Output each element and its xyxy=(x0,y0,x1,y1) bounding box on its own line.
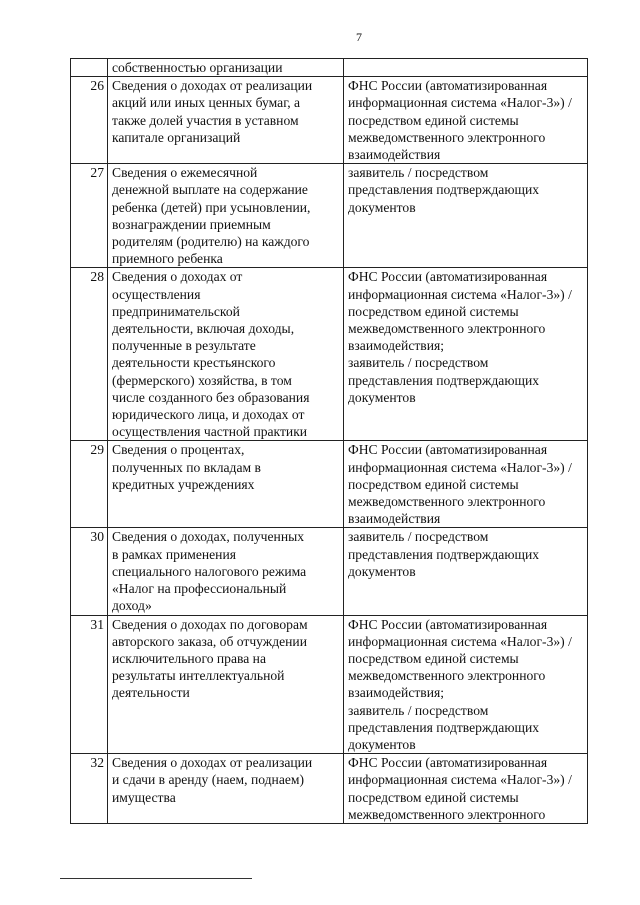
information-sources-table xyxy=(70,58,588,824)
row-number: 31 xyxy=(71,615,108,754)
table-row xyxy=(71,268,588,441)
table-row xyxy=(71,754,588,824)
information-cell: Сведения о ежемесячной денежной выплате на содержание ребенка (детей) при усыновлении, вознаграждении приемным родителям (родителю) на каждого приемного ребенка xyxy=(108,164,344,268)
row-number: 32 xyxy=(71,754,108,824)
table-row xyxy=(71,77,588,164)
information-cell: Сведения о доходах от реализации и сдачи в аренду (наем, поднаем) имущества xyxy=(108,754,344,824)
table-row xyxy=(71,164,588,268)
row-number: 27 xyxy=(71,164,108,268)
source-cell: ФНС России (автоматизированная информационная система «Налог-3») / посредством единой системы межведомственного электронного xyxy=(344,754,588,824)
source-cell: ФНС России (автоматизированная информационная система «Налог-3») / посредством единой системы межведомственного электронного взаимодействия xyxy=(344,77,588,164)
row-number: 29 xyxy=(71,441,108,528)
information-cell: Сведения о доходах по договорам авторского заказа, об отчуждении исключительного права на результаты интеллектуальной деятельности xyxy=(108,615,344,754)
footnote-separator xyxy=(60,878,252,879)
row-number: 30 xyxy=(71,528,108,615)
source-cell: заявитель / посредством представления подтверждающих документов xyxy=(344,528,588,615)
table-row xyxy=(71,528,588,615)
row-number xyxy=(71,59,108,77)
information-cell: Сведения о процентах, полученных по вкладам в кредитных учреждениях xyxy=(108,441,344,528)
source-cell xyxy=(344,59,588,77)
table-row xyxy=(71,441,588,528)
information-cell: Сведения о доходах от осуществления предпринимательской деятельности, включая доходы, полученные в результате деятельности крестьянского (фермерского) хозяйства, в том числе созданного без образования юридического лица, и доходах от осуществления частной практики xyxy=(108,268,344,441)
page-number: 7 xyxy=(356,30,362,44)
source-cell: ФНС России (автоматизированная информационная система «Налог-3») / посредством единой системы межведомственного электронного взаимодействия; заявитель / посредством представления подтверждающих документов xyxy=(344,268,588,441)
information-cell: собственностью организации xyxy=(108,59,344,77)
information-cell: Сведения о доходах, полученных в рамках применения специального налогового режима «Налог на профессиональный доход» xyxy=(108,528,344,615)
source-cell: ФНС России (автоматизированная информационная система «Налог-3») / посредством единой системы межведомственного электронного взаимодействия xyxy=(344,441,588,528)
table-row xyxy=(71,59,588,77)
row-number: 26 xyxy=(71,77,108,164)
information-cell: Сведения о доходах от реализации акций или иных ценных бумаг, а также долей участия в уставном капитале организаций xyxy=(108,77,344,164)
source-cell: заявитель / посредством представления подтверждающих документов xyxy=(344,164,588,268)
source-cell: ФНС России (автоматизированная информационная система «Налог-3») / посредством единой системы межведомственного электронного взаимодействия; заявитель / посредством представления подтверждающих документов xyxy=(344,615,588,754)
row-number: 28 xyxy=(71,268,108,441)
table-row xyxy=(71,615,588,754)
